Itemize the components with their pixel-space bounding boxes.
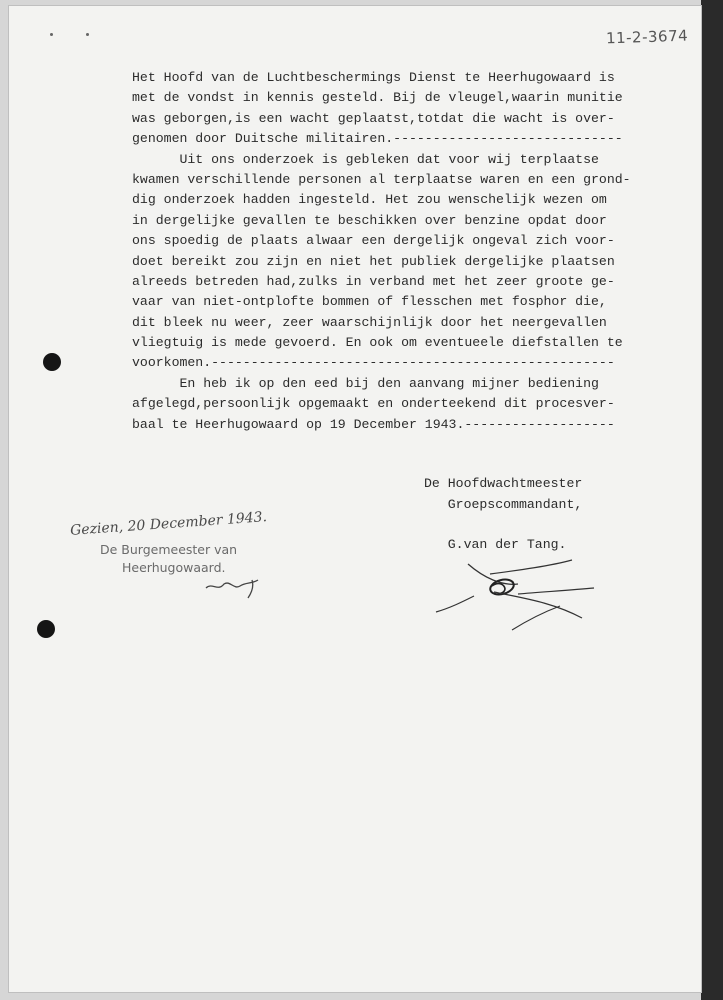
- text-line: dig onderzoek hadden ingesteld. Het zou wenschelijk wezen om: [132, 192, 607, 208]
- punch-hole-icon: [43, 353, 61, 371]
- text-line: genomen door Duitsche militairen.-----------------------------: [132, 131, 623, 147]
- signatory-title: De Hoofdwachtmeester: [424, 476, 583, 491]
- text-line: voorkomen.---------------------------------------------------: [132, 355, 615, 371]
- text-line: Het Hoofd van de Luchtbeschermings Dienst te Heerhugowaard is: [132, 70, 615, 85]
- scan-speck: [50, 33, 53, 36]
- scan-speck: [86, 33, 89, 36]
- text-line: in dergelijke gevallen te beschikken over benzine opdat door: [132, 212, 607, 228]
- text-line: alreeds betreden had,zulks in verband met het zeer groote ge-: [132, 273, 615, 289]
- handwritten-signature-icon: [432, 556, 602, 636]
- punch-hole-icon: [37, 620, 55, 638]
- text-line: Uit ons onderzoek is gebleken dat voor wij terplaatse: [132, 151, 599, 167]
- text-line: dit bleek nu weer, zeer waarschijnlijk door het neergevallen: [132, 314, 607, 330]
- reference-number: 11-2-3674: [605, 26, 689, 48]
- text-line: kwamen verschillende personen al terplaatse waren en een grond-: [132, 171, 631, 187]
- seen-annotation: Gezien, 20 December 1943.: [69, 509, 268, 539]
- text-line: baal te Heerhugowaard op 19 December 1943.-------------------: [132, 416, 615, 432]
- text-line: ons spoedig de plaats alwaar een dergelijk ongeval zich voor-: [132, 233, 615, 249]
- text-line: vliegtuig is mede gevoerd. En ook om eventueele diefstallen te: [132, 335, 623, 351]
- text-line: vaar van niet-ontplofte bommen of flesschen met fosphor die,: [132, 294, 607, 310]
- stamp-title: De Burgemeester van: [100, 542, 238, 557]
- signatory-name: G.van der Tang.: [424, 537, 567, 552]
- signatory-role: Groepscommandant,: [424, 496, 583, 512]
- stamp-scrawl-icon: [134, 574, 264, 604]
- text-line: afgelegd,persoonlijk opgemaakt en onderteekend dit procesver-: [132, 396, 615, 412]
- text-line: met de vondst in kennis gesteld. Bij de vleugel,waarin munitie: [132, 90, 623, 106]
- signature-block: [424, 474, 582, 556]
- text-line: doet bereikt zou zijn en niet het publiek dergelijke plaatsen: [132, 253, 615, 269]
- report-body: [132, 68, 677, 435]
- spacer: [424, 515, 582, 535]
- text-line: En heb ik op den eed bij den aanvang mijner bediening: [132, 375, 599, 391]
- stamp-place: Heerhugowaard.: [122, 560, 226, 575]
- text-line: was geborgen,is een wacht geplaatst,totdat die wacht is over-: [132, 110, 615, 126]
- scan-border: [701, 0, 723, 1000]
